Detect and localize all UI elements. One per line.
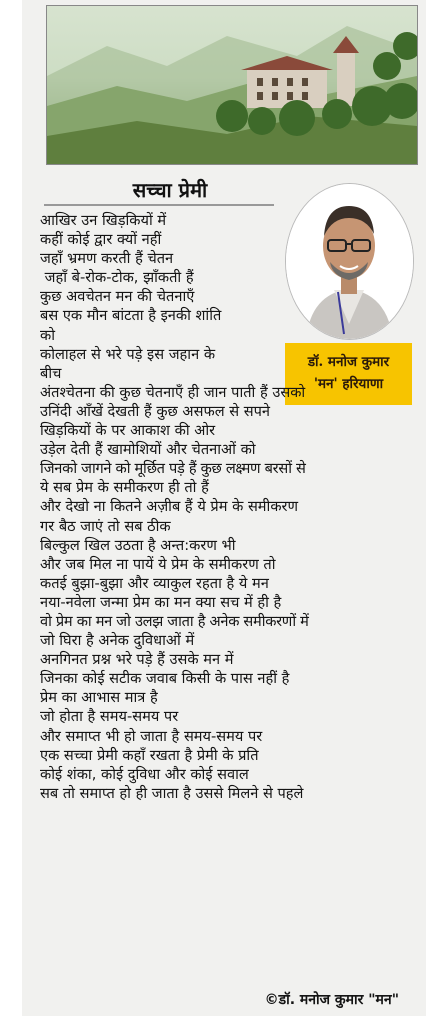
landscape-photo [46, 5, 418, 165]
author-name: डॉ. मनोज कुमार [307, 354, 390, 370]
landscape-illustration [47, 6, 417, 164]
poem-line: आखिर उन खिड़कियों में [40, 212, 167, 229]
poem-line: वो प्रेम का मन जो उलझ जाता है अनेक समीकरणों में [40, 612, 309, 630]
poem-line: प्रेम का आभास मात्र है [40, 689, 158, 707]
poem-line: और देखो ना कितने अज़ीब हैं ये प्रेम के समीकरण [40, 498, 299, 516]
poem-line: जो घिरा है अनेक दुविधाओं में [40, 632, 195, 650]
author-signature: ©डॉ. मनोज कुमार "मन" [264, 992, 399, 1008]
poem-line: एक सच्चा प्रेमी कहाँ रखता है प्रेमी के प्रति [40, 746, 259, 764]
poem-line: बिल्कुल खिल उठता है अन्त:करण भी [40, 536, 236, 554]
poem-line: बीच [40, 364, 62, 382]
poem-line: बस एक मौन बांटता है इनकी शांति [40, 307, 222, 325]
poem-line: अनगिनत प्रश्न भरे पड़े हैं उसके मन में [40, 651, 234, 669]
poem-line: जिनका कोई सटीक जवाब किसी के पास नहीं है [40, 670, 290, 688]
poem-body [40, 211, 420, 803]
poem-line: जो होता है समय-समय पर [40, 708, 179, 726]
poem-line: को [40, 326, 55, 344]
poem-line: गर बैठ जाएं तो सब ठीक [40, 517, 171, 535]
poem-line: उड़ेल देती हैं खामोशियों और चेतनाओं को [40, 441, 256, 459]
poem-line: ये सब प्रेम के समीकरण ही तो हैं [40, 479, 209, 497]
poem-line: कहीं कोई द्वार क्यों नहीं [40, 231, 162, 249]
poem-line: जहाँ बे-रोक-टोक, झाँकती हैं [40, 269, 194, 287]
poem-line: और समाप्त भी हो जाता है समय-समय पर [40, 727, 263, 745]
poem-line: कोलाहल से भरे पड़े इस जहान के [40, 345, 216, 363]
author-location: 'मन' हरियाणा [313, 376, 384, 392]
poem-line: और जब मिल ना पायें ये प्रेम के समीकरण तो [40, 555, 276, 573]
poem-line: सब तो समाप्त हो ही जाता है उससे मिलने से पहले [40, 784, 304, 802]
poem-line: उनिंदी आँखें देखती हैं कुछ असफल से सपने [40, 402, 270, 420]
poem-line: कतई बुझा-बुझा और व्याकुल रहता है ये मन [40, 574, 269, 592]
poem-line: अंतश्चेतना की कुछ चेतनाएँ ही जान पाती हैं उसको [40, 383, 306, 401]
title-underline [44, 204, 274, 206]
poem-line: कुछ अवचेतन मन की चेतनाएँ [40, 288, 195, 306]
poem-line: कोई शंका, कोई दुविधा और कोई सवाल [40, 765, 249, 783]
poem-line: नया-नवेला जन्मा प्रेम का मन क्या सच में ही है [40, 593, 282, 611]
poem-line: खिड़कियों के पर आकाश की ओर [40, 422, 216, 440]
poem-title: सच्चा प्रेमी [132, 178, 208, 202]
poem-line: जिनको जागने को मूर्छित पड़े हैं कुछ लक्ष्मण बरसों से [40, 460, 306, 478]
poem-line: जहाँ भ्रमण करती हैं चेतन [40, 250, 174, 268]
